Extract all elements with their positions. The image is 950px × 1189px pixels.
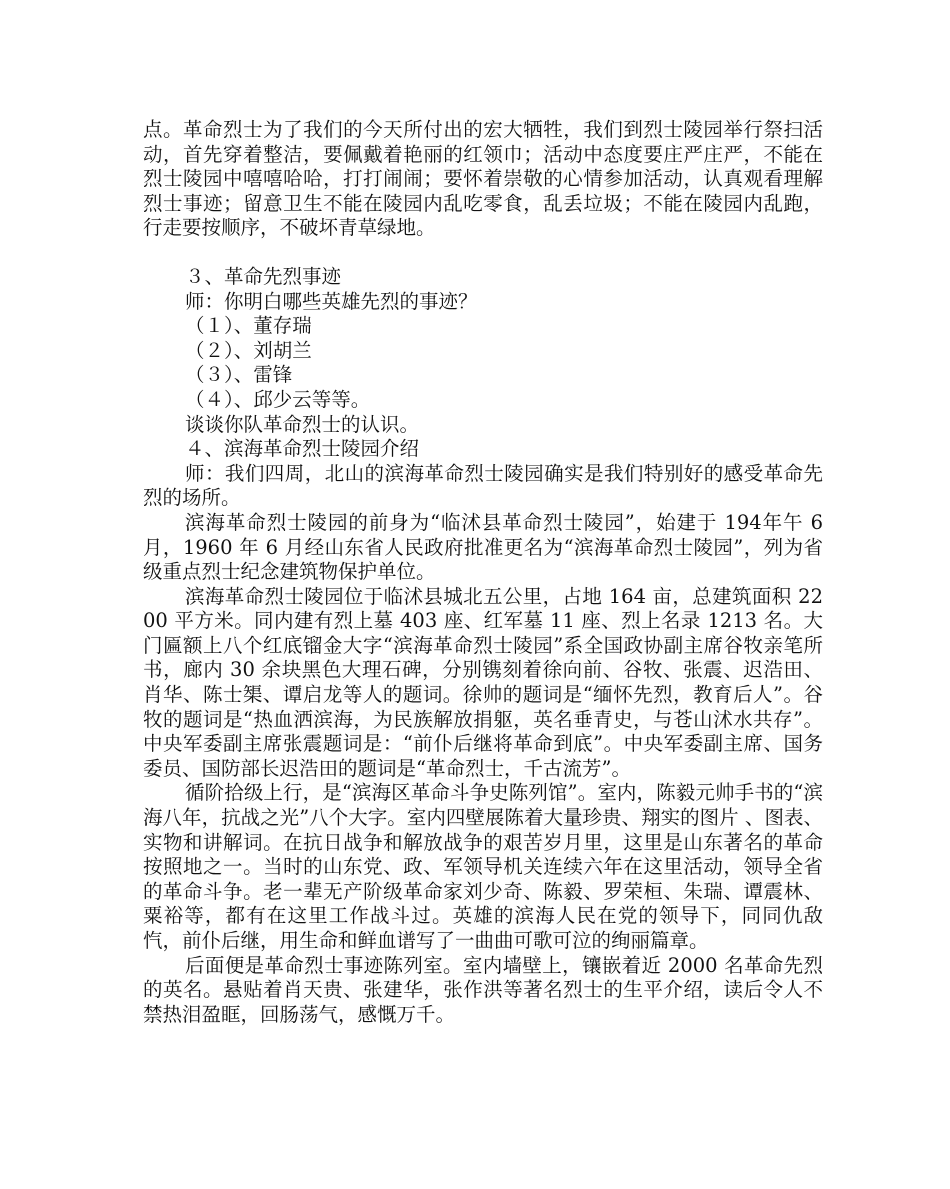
section-heading-3: ３、革命先烈事迹 [185,264,342,288]
paragraph-intro: 师：我们四周，北山的滨海革命烈士陵园确实是我们特别好的感受革命先烈的场所。 [143,461,823,510]
discussion-prompt: 谈谈你队革命烈士的认识。 [185,412,420,436]
paragraph-gap [143,241,823,265]
paragraph-history: 滨海革命烈士陵园的前身为“临沭县革命烈士陵园”，始建于 194年午 6 月，1960 年 6 月经山东省人民政府批准更名为“滨海革命烈士陵园”，列为省级重点烈士纪念建筑物保护单位。 [143,510,823,584]
list-item: （１）、董存瑞 [185,314,312,338]
list-item: （４）、邱少云等等。 [185,387,371,411]
teacher-question: 师：你明白哪些英雄先烈的事迹？ [185,289,478,313]
list-item: （３）、雷锋 [185,363,293,387]
paragraph-location: 滨海革命烈士陵园位于临沭县城北五公里，占地 164 亩，总建筑面积 2200 平方米。同内建有烈上墓 403 座、红军墓 11 座、烈上名录 1213 名。大门匾额上八个红底镏金大字“滨海革命烈士陵园”系全国政协副主席谷牧亲笔所书，廊内 30 余块黑色大理石碑，分别镌刻着徐向前、谷牧、张震、迟浩田、肖华、陈士榘、谭启龙等人的题词。徐帅的题词是“缅怀先烈，教育后人”。谷牧的题词是“热血洒滨海，为民族解放捐躯，英名垂青史，与苍山沭水共存”。中央军委副主席张震题词是：“前仆后继将革命到底”。中央军委副主席、国务委员、国防部长迟浩田的题词是“革命烈士，千古流芳”。 [143,584,823,780]
section-heading-4: ４、滨海革命烈士陵园介绍 [185,437,420,461]
list-item: （２）、刘胡兰 [185,338,312,362]
paragraph-exhibition-hall: 循阶拾级上行，是“滨海区革命斗争史陈列馆”。室内，陈毅元帅手书的“滨海八年，抗战之光”八个大字。室内四壁展陈着大量珍贵、翔实的图片 、图表、实物和讲解词。在抗日战争和解放战争的艰苦岁月里，这里是山东著名的革命按照地之一。当时的山东党、政、军领导机关连续六年在这里活动，领导全省的革命斗争。老一辈无产阶级革命家刘少奇、陈毅、罗荣桓、朱瑞、谭震林、粟裕等，都有在这里工作战斗过。英雄的滨海人民在党的领导下，同同仇敌忾，前仆后继，用生命和鲜血谱写了一曲曲可歌可泣的绚丽篇章。 [143,781,823,952]
paragraph-martyrs-room: 后面便是革命烈士事迹陈列室。室内墙壁上，镶嵌着近 2000 名革命先烈的英名。悬贴着肖天贵、张建华，张作洪等著名烈士的生平介绍，读后令人不禁热泪盈眶，回肠荡气，感慨万千。 [143,953,823,1026]
paragraph-activity-rules: 点。革命烈士为了我们的今天所付出的宏大牺牲，我们到烈士陵园举行祭扫活动，首先穿着整洁，要佩戴着艳丽的红领巾；活动中态度要庄严庄严，不能在烈士陵园中嘻嘻哈哈，打打闹闹；要怀着崇敬的心情参加活动，认真观看理解烈士事迹；留意卫生不能在陵园内乱吃零食，乱丢垃圾；不能在陵园内乱跑，行走要按顺序，不破坏青草绿地。 [143,118,823,240]
document-body [143,118,823,1027]
